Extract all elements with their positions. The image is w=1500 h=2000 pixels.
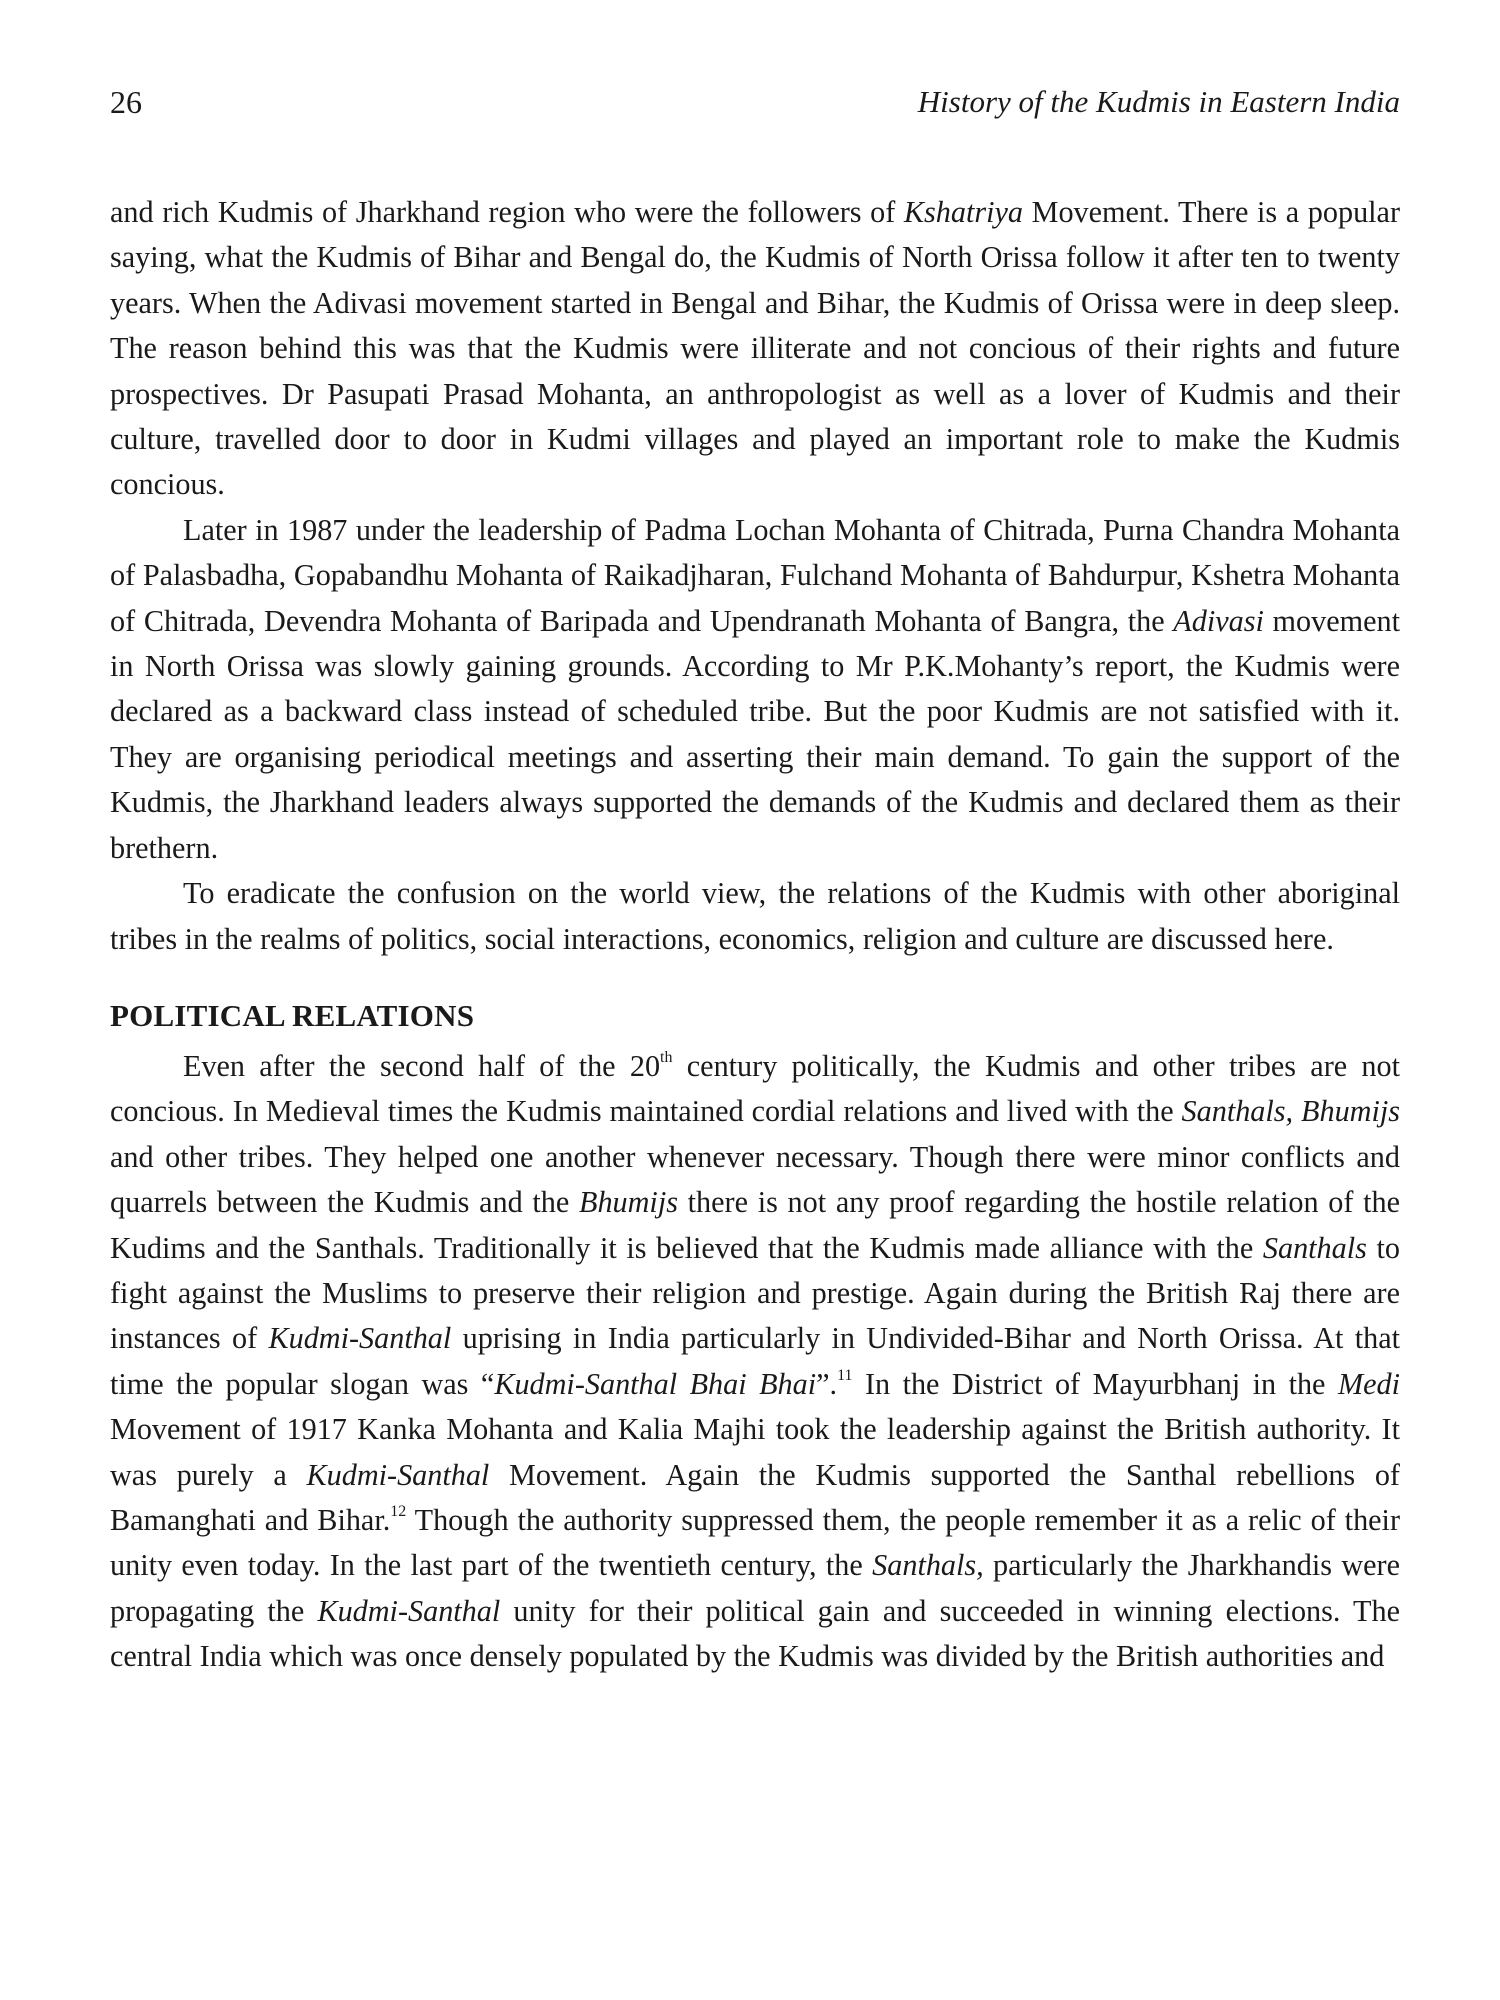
text-run: and rich Kudmis of Jharkhand region who were the followers of <box>110 195 904 229</box>
text-run: uprising in India particularly in Undivided-Bihar and North Orissa. At that time the popular slogan was “ <box>110 1321 1400 1401</box>
paragraph-political-relations <box>110 1044 1400 1680</box>
italic-term: Kshatriya <box>903 195 1023 229</box>
text-run: ”. <box>816 1366 838 1401</box>
text-run: Movement. There is a popular saying, what the Kudmis of Bihar and Bengal do, the Kudmis of North Orissa follow it after ten to twenty years. When the Adivasi movement started in Bengal and Bihar, the Kudmis of Orissa were in deep sleep. The reason behind this was that the Kudmis were illiterate and not concious of their rights and future prospectives. Dr Pasupati Prasad Mohanta, an anthropologist as well as a lover of Kudmis and their culture, travelled door to door in Kudmi villages and played an important role to make the Kudmis concious. <box>110 195 1400 502</box>
paragraph-world-view <box>110 871 1400 962</box>
text-run: to fight against the Muslims to preserve their religion and prestige. Again during the British Raj there are instances of <box>110 1230 1400 1356</box>
italic-term: Kudmi-Santhal <box>306 1457 490 1492</box>
italic-term: Kudmi-Santhal <box>317 1593 501 1628</box>
italic-term: Kudmi-Santhal Bhai Bhai <box>494 1366 817 1401</box>
text-run: unity for their political gain and succeeded in winning elections. The central India which was once densely populated by the Kudmis was divided by the British authorities and <box>110 1593 1400 1674</box>
ordinal-superscript: th <box>660 1048 673 1066</box>
italic-term: Santhals, Bhumijs <box>1181 1094 1400 1129</box>
italic-term: Medi <box>1337 1366 1400 1401</box>
text-run: Movement. Again the Kudmis supported the Santhal rebellions of Bamanghati and Bihar. <box>110 1457 1400 1537</box>
text-run: To eradicate the confusion on the world view, the relations of the Kudmis with other aboriginal tribes in the realms of politics, social interactions, economics, religion and culture are discussed here. <box>110 876 1400 956</box>
italic-term: Bhumijs <box>579 1185 678 1220</box>
text-run: Even after the second half of the 20 <box>183 1048 661 1083</box>
text-run: particularly the Jharkhandis were propagating the <box>110 1548 1400 1628</box>
text-run: century politically, the Kudmis and other tribes are not concious. In Medieval times the Kudmis maintained cordial relations and lived with the <box>110 1048 1400 1129</box>
footnote-ref[interactable]: 12 <box>390 1502 407 1520</box>
text-run: movement in North Orissa was slowly gaining grounds. According to Mr P.K.Mohanty’s report, the Kudmis were declared as a backward class instead of scheduled tribe. But the poor Kudmis are not satisfied with it. They are organising periodical meetings and asserting their main demand. To gain the support of the Kudmis, the Jharkhand leaders always supported the demands of the Kudmis and declared them as their brethern. <box>110 603 1400 865</box>
italic-term: Adivasi <box>1173 603 1264 638</box>
text-run: In the District of Mayurbhanj in the <box>852 1366 1338 1401</box>
running-title: History of the Kudmis in Eastern India <box>917 84 1400 119</box>
italic-term: Santhals, <box>872 1548 984 1583</box>
italic-term: Santhals <box>1262 1230 1367 1265</box>
text-run: Though the authority suppressed them, the people remember it as a relic of their unity even today. In the last part of the twentieth century, the <box>110 1502 1400 1583</box>
page-number: 26 <box>110 84 142 120</box>
text-run: there is not any proof regarding the hostile relation of the Kudims and the Santhals. Traditionally it is believed that the Kudmis made alliance with the <box>110 1185 1401 1265</box>
italic-term: Kudmi-Santhal <box>268 1321 452 1356</box>
text-run: Movement of 1917 Kanka Mohanta and Kalia Majhi took the leadership against the British authority. It was purely a <box>110 1412 1400 1492</box>
footnote-ref[interactable]: 11 <box>837 1366 853 1384</box>
text-run: and other tribes. They helped one another whenever necessary. Though there were minor conflicts and quarrels between the Kudmis and the <box>110 1139 1400 1220</box>
text-run: Later in 1987 under the leadership of Padma Lochan Mohanta of Chitrada, Purna Chandra Mohanta of Palasbadha, Gopabandhu Mohanta of Raikadjharan, Fulchand Mohanta of Bahdurpur, Kshetra Mohanta of Chitrada, Devendra Mohanta of Baripada and Upendranath Mohanta of Bangra, the <box>110 512 1400 638</box>
body-text <box>110 190 1400 1680</box>
section-heading: POLITICAL RELATIONS <box>110 997 475 1033</box>
running-header <box>110 82 1400 122</box>
paragraph-leadership-1987 <box>110 508 1400 871</box>
paragraph-kshatriya-movement <box>110 190 1400 508</box>
